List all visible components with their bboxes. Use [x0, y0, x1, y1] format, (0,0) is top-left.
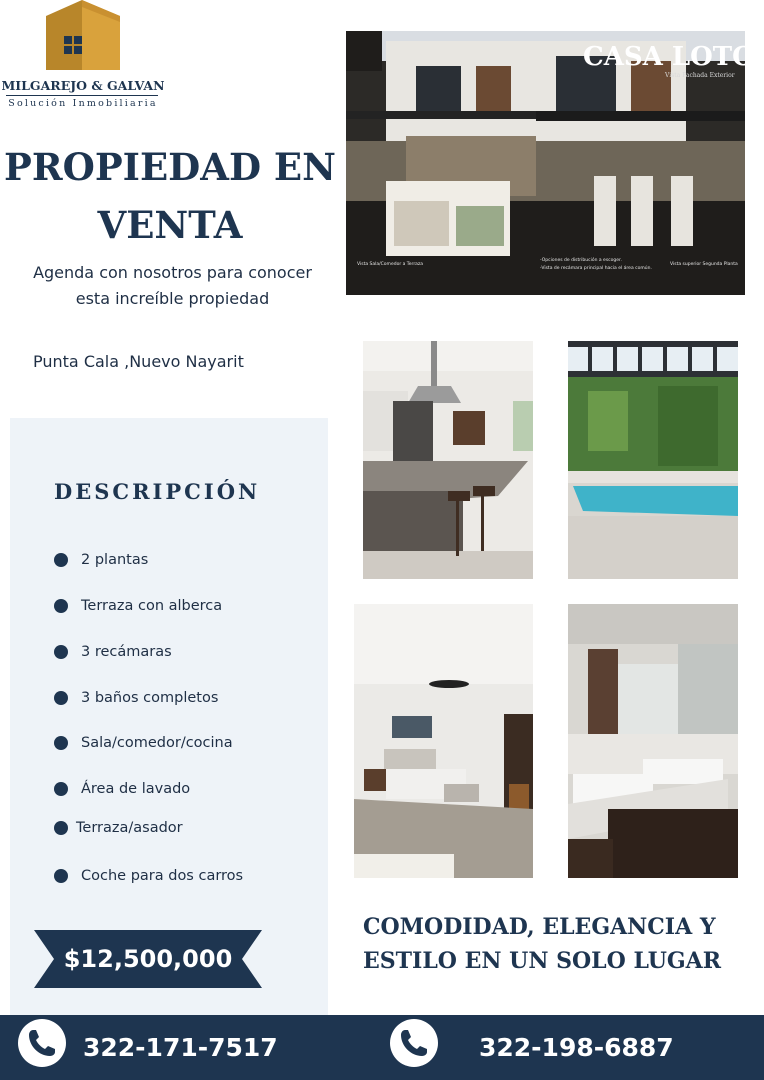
feature-item: Terraza con alberca: [54, 595, 222, 617]
phone-icon: [18, 1019, 66, 1067]
phone-icon: [390, 1019, 438, 1067]
bullet-icon: [54, 869, 68, 883]
logo-tagline: Solución Inmobiliaria: [8, 98, 158, 109]
feature-item: Coche para dos carros: [54, 865, 243, 887]
feature-item: Área de lavado: [54, 778, 190, 800]
bullet-icon: [54, 691, 68, 705]
brochure-caption-interior: Vista Sala/Comedor a Terraza: [357, 262, 424, 267]
feature-item: 2 plantas: [54, 549, 148, 571]
bedroom-photo: [354, 604, 533, 878]
brochure-title: CASA LOTO: [583, 42, 755, 72]
logo-company-name: MILGAREJO & GALVAN: [1, 78, 165, 93]
title-line-2: VENTA: [97, 203, 243, 247]
feature-item: Terraza/asador: [54, 817, 183, 839]
subheadline: [0, 260, 345, 312]
tagline: [363, 910, 743, 978]
bullet-icon: [54, 599, 68, 613]
page-title: [0, 138, 340, 254]
brochure-caption-plans-2: -Vista de recámara principal hacia el área común.: [540, 266, 652, 271]
tagline-line-1: COMODIDAD, ELEGANCIA Y: [363, 914, 716, 940]
price-label: $12,500,000: [63, 945, 233, 973]
feature-item: Sala/comedor/cocina: [54, 732, 233, 754]
bathroom-photo: [568, 604, 738, 878]
bullet-icon: [54, 782, 68, 796]
feature-item: 3 baños completos: [54, 687, 218, 709]
subheadline-line-1: Agenda con nosotros para conocer: [33, 263, 312, 282]
phone-number-1[interactable]: 322-171-7517: [83, 1033, 278, 1062]
logo-divider: [6, 95, 158, 96]
location-text: Punta Cala ,Nuevo Nayarit: [33, 352, 244, 371]
bullet-icon: [54, 553, 68, 567]
pool-photo: [568, 341, 738, 579]
brochure-caption-upper: Vista superior Segunda Planta: [670, 262, 738, 267]
subheadline-line-2: esta increíble propiedad: [75, 289, 270, 308]
bullet-icon: [54, 645, 68, 659]
tagline-line-2: ESTILO EN UN SOLO LUGAR: [363, 948, 722, 974]
bullet-icon: [54, 736, 68, 750]
kitchen-photo: [363, 341, 533, 579]
bullet-icon: [54, 821, 68, 835]
phone-number-2[interactable]: 322-198-6887: [479, 1033, 674, 1062]
description-panel: [10, 418, 328, 1016]
brochure-caption-plans-1: -Opciones de distribución a escoger.: [540, 258, 622, 263]
description-title: DESCRIPCIÓN: [54, 479, 261, 504]
feature-item: 3 recámaras: [54, 641, 172, 663]
brochure-subtitle: Vista Fachada Exterior: [665, 72, 735, 79]
title-line-1: PROPIEDAD EN: [4, 145, 336, 189]
